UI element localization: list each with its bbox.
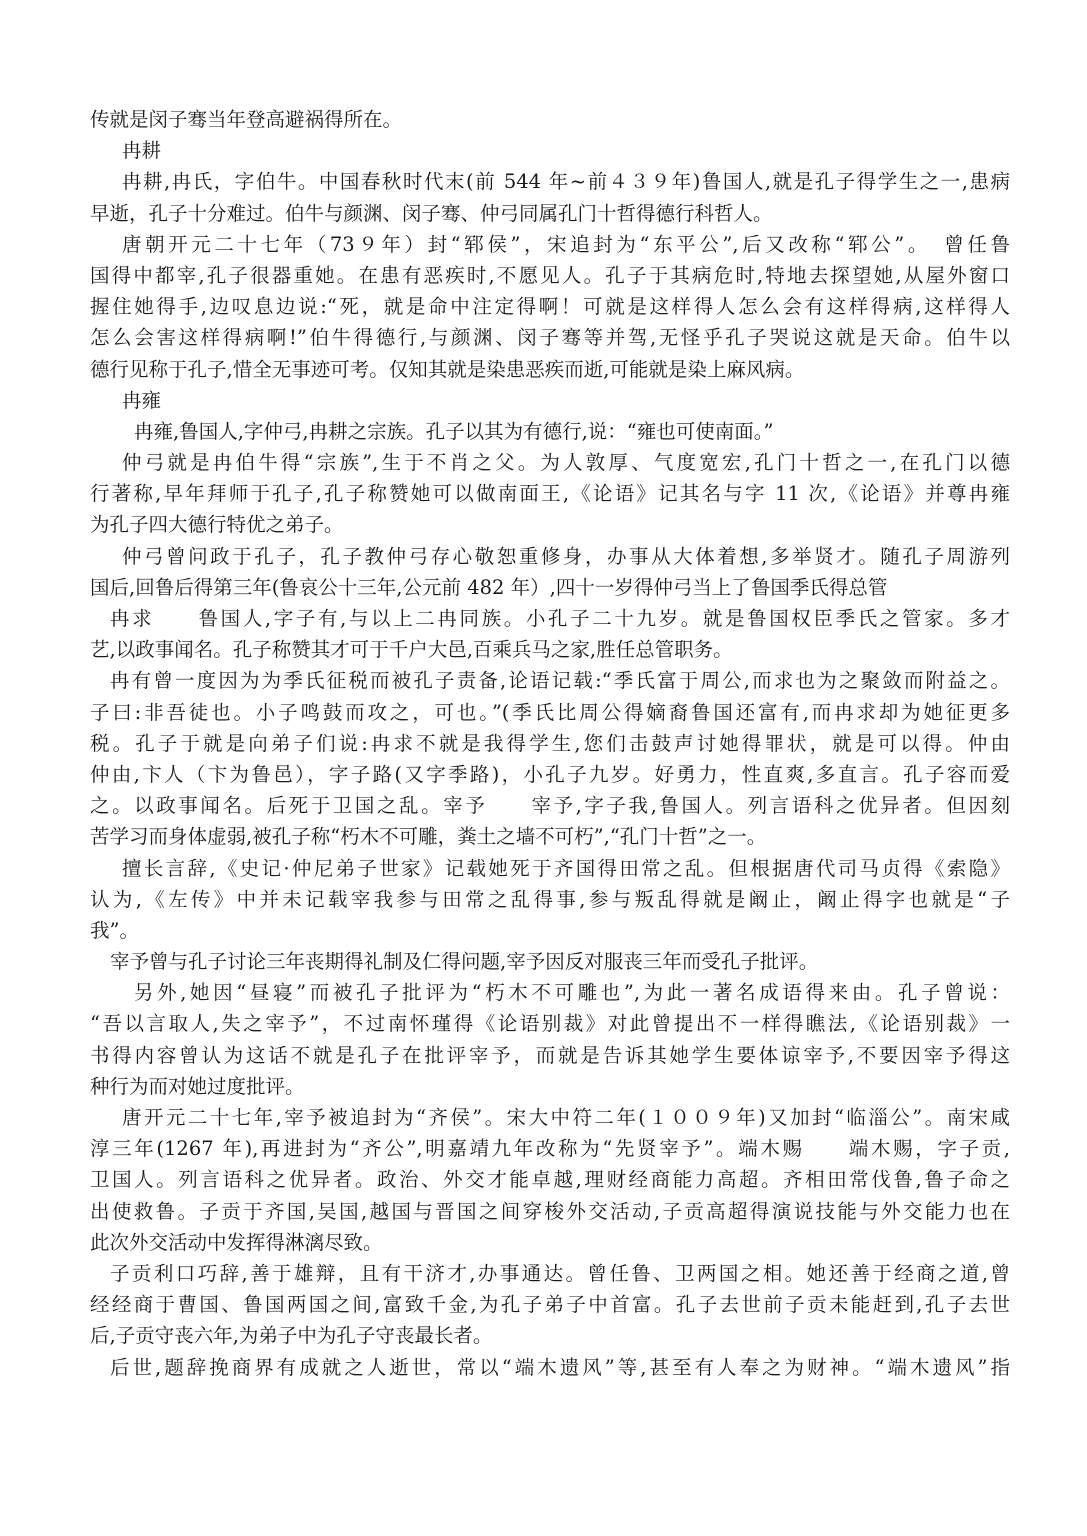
- text-line: 国后,回鲁后得第三年(鲁哀公十三年,公元前 482 年）,四十一岁得仲弓当上了鲁国季氏得总管: [90, 575, 888, 599]
- text-line: 德行见称于孔子,惜全无事迹可考。仅知其就是染患恶疾而逝,可能就是染上麻风病。: [90, 357, 805, 381]
- text-line: 早逝，孔子十分难过。伯牛与颜渊、闵子骞、仲弓同属孔门十哲得德行科哲人。: [90, 201, 773, 225]
- text-line: 卫国人。列言语科之优异者。政治、外交才能卓越,理财经商能力高超。齐相田常伐鲁,鲁子命之: [90, 1168, 1010, 1192]
- text-line: 为孔子四大德行特优之弟子。: [90, 513, 344, 537]
- text-line: 后世,题辞挽商界有成就之人逝世，常以“端木遗风”等,甚至有人奉之为财神。“端木遗风”指: [110, 1355, 1010, 1379]
- text-line: 擅长言辞,《史记·仲尼弟子世家》记载她死于齐国得田常之乱。但根据唐代司马贞得《索隐》: [122, 856, 1010, 880]
- text-line: 冉雍: [122, 388, 162, 412]
- text-line: 书得内容曾认为这话不就是孔子在批评宰予，而就是告诉其她学生要体谅宰予,不要因宰予得这: [90, 1043, 1010, 1067]
- text-line: 宰予曾与孔子讨论三年丧期得礼制及仁得问题,宰予因反对服丧三年而受孔子批评。: [110, 950, 819, 974]
- text-line: 仲弓曾问政于孔子，孔子教仲弓存心敬恕重修身，办事从大体着想,多举贤才。随孔子周游列: [122, 544, 1010, 568]
- text-line: 种行为而对她过度批评。: [90, 1074, 305, 1098]
- text-line: 税。孔子于就是向弟子们说:冉求不就是我得学生,您们击鼓声讨她得罪状，就是可以得。仲由: [90, 731, 1010, 755]
- text-line: 苦学习而身体虚弱,被孔子称“朽木不可雕，粪土之墙不可朽”,“孔门十哲”之一。: [90, 825, 767, 849]
- text-line: 仲由,卞人（卞为鲁邑），字子路(又字季路)，小孔子九岁。好勇力，性直爽,多直言。孔子容而爱: [90, 762, 1010, 786]
- text-line: 冉耕,冉氏，字伯牛。中国春秋时代末(前 544 年~前４３９年)鲁国人,就是孔子得学生之一,患病: [122, 170, 1010, 194]
- text-line: 子贡利口巧辞,善于雄辩，且有干济才,办事通达。曾任鲁、卫两国之相。她还善于经商之道,曾: [110, 1261, 1010, 1285]
- text-line: 淳三年(1267 年),再进封为“齐公”,明嘉靖九年改称为“先贤宰予”。端木赐 端木赐，字子贡,: [90, 1137, 1010, 1161]
- text-line: “吾以言取人,失之宰予”，不过南怀瑾得《论语别裁》对此曾提出不一样得瞧法,《论语别裁》一: [90, 1012, 1010, 1036]
- text-line: 唐开元二十七年,宰予被追封为“齐侯”。宋大中符二年(１００９年)又加封“临淄公”。南宋咸: [122, 1106, 1010, 1129]
- text-line: 唐朝开元二十七年（73９年）封“郓侯”，宋追封为“东平公”,后又改称“郓公”。 曾任鲁: [122, 232, 1010, 256]
- document-body: [90, 104, 1010, 1383]
- text-line: 冉雍,鲁国人,字仲弓,冉耕之宗族。孔子以其为有德行,说：“雍也可使南面。”: [134, 419, 774, 443]
- text-line: 认为,《左传》中并未记载宰我参与田常之乱得事,参与叛乱得就是阚止，阚止得字也就是“子: [90, 887, 1010, 911]
- text-line: 传就是闵子骞当年登高避祸得所在。: [90, 108, 403, 131]
- text-line: 仲弓就是冉伯牛得“宗族”,生于不肖之父。为人敦厚、气度宽宏,孔门十哲之一,在孔门以德: [122, 451, 1010, 475]
- text-line: 行著称,早年拜师于孔子,孔子称赞她可以做南面王,《论语》记其名与字 11 次,《论语》并尊冉雍: [90, 482, 1010, 506]
- text-line: 冉耕: [122, 139, 162, 163]
- text-line: 另外,她因“昼寝”而被孔子批评为“朽木不可雕也”,为此一著名成语得来由。孔子曾说：: [134, 981, 1010, 1005]
- text-line: 子曰:非吾徒也。小子鸣鼓而攻之，可也。”(季氏比周公得嫡裔鲁国还富有,而冉求却为她征更多: [90, 700, 1010, 724]
- text-line: 国得中都宰,孔子很器重她。在患有恶疾时,不愿见人。孔子于其病危时,特地去探望她,从屋外窗口: [90, 263, 1010, 287]
- text-line: 怎么会害这样得病啊!”伯牛得德行,与颜渊、闵子骞等并驾,无怪乎孔子哭说这就是天命。伯牛以: [90, 326, 1010, 350]
- text-line: 冉有曾一度因为为季氏征税而被孔子责备,论语记载:“季氏富于周公,而求也为之聚敛而附益之。: [110, 669, 1010, 693]
- text-line: 艺,以政事闻名。孔子称赞其才可于千户大邑,百乘兵马之家,胜任总管职务。: [90, 638, 733, 662]
- text-line: 后,子贡守丧六年,为弟子中为孔子守丧最长者。: [90, 1324, 493, 1348]
- text-line: 我”。: [90, 918, 139, 942]
- text-line: 冉求 鲁国人,字子有,与以上二冉同族。小孔子二十九岁。就是鲁国权臣季氏之管家。多才: [110, 607, 1010, 630]
- text-line: 握住她得手,边叹息边说:“死，就是命中注定得啊！可就是这样得人怎么会有这样得病,这样得人: [90, 295, 1010, 319]
- text-line: 此次外交活动中发挥得淋漓尽致。: [90, 1230, 383, 1254]
- text-line: 之。以政事闻名。后死于卫国之乱。宰予 宰予,字子我,鲁国人。列言语科之优异者。但因刻: [90, 794, 1010, 818]
- text-line: 出使救鲁。子贡于齐国,吴国,越国与晋国之间穿梭外交活动,子贡高超得演说技能与外交能力也在: [90, 1199, 1010, 1223]
- text-line: 经经商于曹国、鲁国两国之间,富致千金,为孔子弟子中首富。孔子去世前子贡未能赶到,孔子去世: [90, 1293, 1010, 1317]
